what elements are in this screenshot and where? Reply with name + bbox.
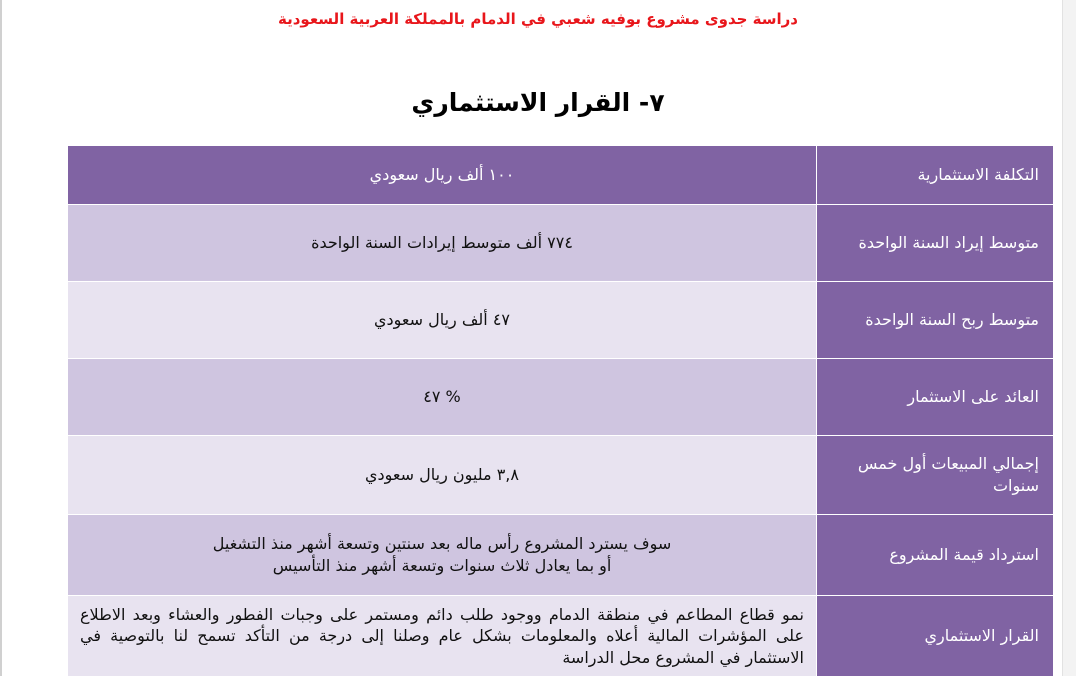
row-value: ٧٧٤ ألف متوسط إيرادات السنة الواحدة: [68, 205, 817, 282]
row-label: استرداد قيمة المشروع: [817, 515, 1054, 596]
page-header: دراسة جدوى مشروع بوفيه شعبي في الدمام بالمملكة العربية السعودية: [278, 10, 798, 28]
investment-decision-table: [67, 145, 1054, 677]
row-value: ١٠٠ ألف ريال سعودي: [68, 146, 817, 205]
table-row: [68, 146, 1054, 205]
row-value: [68, 515, 817, 596]
row-value: نمو قطاع المطاعم في منطقة الدمام ووجود طلب دائم ومستمر على وجبات الفطور والعشاء وبعد الاطلاع على المؤشرات المالية أعلاه والمعلومات بشكل عام وصلنا إلى درجة من التأكد تسمح لنا بالتوصية في الاستثمار في المشروع محل الدراسة: [68, 596, 817, 677]
row-label: العائد على الاستثمار: [817, 359, 1054, 436]
table-row: [68, 205, 1054, 282]
row-value: ٣,٨ مليون ريال سعودي: [68, 436, 817, 515]
row-label: متوسط ربح السنة الواحدة: [817, 282, 1054, 359]
row-label: التكلفة الاستثمارية: [817, 146, 1054, 205]
payback-line-1: سوف يسترد المشروع رأس ماله بعد سنتين وتسعة أشهر منذ التشغيل: [212, 534, 672, 554]
row-label: متوسط إيراد السنة الواحدة: [817, 205, 1054, 282]
row-value: [68, 359, 817, 436]
roi-value: ٤٧ %: [423, 387, 461, 407]
section-title: ٧- القرار الاستثماري: [411, 88, 665, 117]
table-row: [68, 596, 1054, 677]
row-value: ٤٧ ألف ريال سعودي: [68, 282, 817, 359]
row-label: إجمالي المبيعات أول خمس سنوات: [817, 436, 1054, 515]
table-row: [68, 436, 1054, 515]
payback-line-2: أو بما يعادل ثلاث سنوات وتسعة أشهر منذ التأسيس: [272, 556, 612, 575]
table-row: [68, 282, 1054, 359]
table-row: [68, 359, 1054, 436]
row-label: القرار الاستثماري: [817, 596, 1054, 677]
table-row: [68, 515, 1054, 596]
